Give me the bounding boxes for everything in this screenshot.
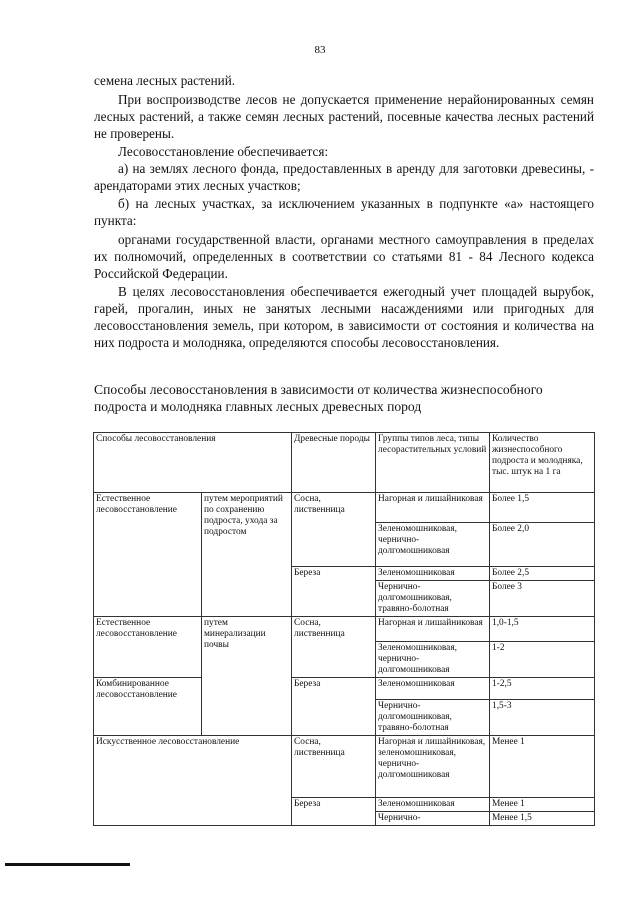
page-number: 83 xyxy=(314,44,326,56)
species-birch-1: Береза xyxy=(292,567,376,617)
method-natural-1: Естественное лесовосстановление xyxy=(94,493,202,617)
quantity-cell: Менее 1 xyxy=(490,735,595,797)
footnote-rule xyxy=(5,863,130,866)
method-combined: Комбинированное лесовосстановление xyxy=(94,677,202,735)
quantity-cell: Более 2,5 xyxy=(490,567,595,581)
header-species: Древесные породы xyxy=(292,433,376,493)
method-spacer xyxy=(94,641,202,677)
species-pine-2: Сосна, лиственница xyxy=(292,617,376,678)
quantity-cell: 1-2,5 xyxy=(490,677,595,699)
group-cell: Зеленомошниковая xyxy=(376,797,490,811)
table-row xyxy=(94,617,595,642)
method-natural-2: Естественное лесовосстановление xyxy=(94,617,202,642)
group-cell: Нагорная и лишайниковая, зеленомошниковая, чернично-долгомошниковая xyxy=(376,735,490,797)
restoration-table xyxy=(93,432,595,826)
method-artificial: Искусственное лесовосстановление xyxy=(94,735,292,825)
group-cell: Нагорная и лишайниковая xyxy=(376,617,490,642)
table-row xyxy=(94,677,595,699)
paragraph-5: б) на лесных участках, за исключением указанных в подпункте «а» настоящего пункта: xyxy=(94,196,594,228)
table-title: Способы лесовосстановления в зависимости от количества жизнеспособного подроста и молодняка главных лесных древесных пород xyxy=(94,382,543,414)
measure-mineral: путем минерализации почвы xyxy=(202,617,292,736)
table-header-row xyxy=(94,433,595,493)
quantity-cell: Менее 1 xyxy=(490,797,595,811)
species-pine-1: Сосна, лиственница xyxy=(292,493,376,567)
group-cell: Зеленомошниковая xyxy=(376,677,490,699)
species-birch-2: Береза xyxy=(292,677,376,735)
species-pine-3: Сосна, лиственница xyxy=(292,735,376,797)
quantity-cell: Более 1,5 xyxy=(490,493,595,523)
group-cell: Зеленомошниковая xyxy=(376,567,490,581)
header-methods: Способы лесовосстановления xyxy=(94,433,292,493)
header-groups: Группы типов леса, типы лесорастительных условий xyxy=(376,433,490,493)
quantity-cell: 1-2 xyxy=(490,641,595,677)
table-row xyxy=(94,493,595,523)
quantity-cell: Более 2,0 xyxy=(490,523,595,567)
group-cell: Чернично-долгомошниковая, травяно-болотная xyxy=(376,699,490,735)
group-cell: Чернично-долгомошниковая, травяно-болотная xyxy=(376,581,490,617)
table-row xyxy=(94,735,595,797)
paragraph-1: семена лесных растений. xyxy=(94,73,236,88)
quantity-cell: Менее 1,5 xyxy=(490,811,595,825)
quantity-cell: 1,5-3 xyxy=(490,699,595,735)
quantity-cell: 1,0-1,5 xyxy=(490,617,595,642)
header-quantity: Количество жизнеспособного подроста и молодняка, тыс. штук на 1 га xyxy=(490,433,595,493)
paragraph-7: В целях лесовосстановления обеспечивается ежегодный учет площадей вырубок, гарей, прогалин, иных не занятых лесными насаждениями или пригодных для лесовосстановления земель, при котором, в зависимости от состояния и количества на них подроста и молодняка, определяются способы лесовосстановления. xyxy=(94,284,594,350)
group-cell: Нагорная и лишайниковая xyxy=(376,493,490,523)
paragraph-3: Лесовосстановление обеспечивается: xyxy=(118,144,329,159)
group-cell: Зеленомошниковая, чернично-долгомошниковая xyxy=(376,523,490,567)
group-cell: Зеленомошниковая, чернично-долгомошниковая xyxy=(376,641,490,677)
group-cell: Чернично- xyxy=(376,811,490,825)
species-birch-3: Береза xyxy=(292,797,376,825)
quantity-cell: Более 3 xyxy=(490,581,595,617)
paragraph-4: а) на землях лесного фонда, предоставленных в аренду для заготовки древесины, - арендаторами этих лесных участков; xyxy=(94,161,594,193)
measure-care: путем мероприятий по сохранению подроста, ухода за подростом xyxy=(202,493,292,617)
paragraph-6: органами государственной власти, органами местного самоуправления в пределах их полномочий, определенных в соответствии со статьями 81 - 84 Лесного кодекса Российской Федерации. xyxy=(94,232,594,281)
paragraph-2: При воспроизводстве лесов не допускается применение нерайонированных семян лесных растений, а также семян лесных растений, посевные качества лесных растений не проверены. xyxy=(94,92,594,141)
